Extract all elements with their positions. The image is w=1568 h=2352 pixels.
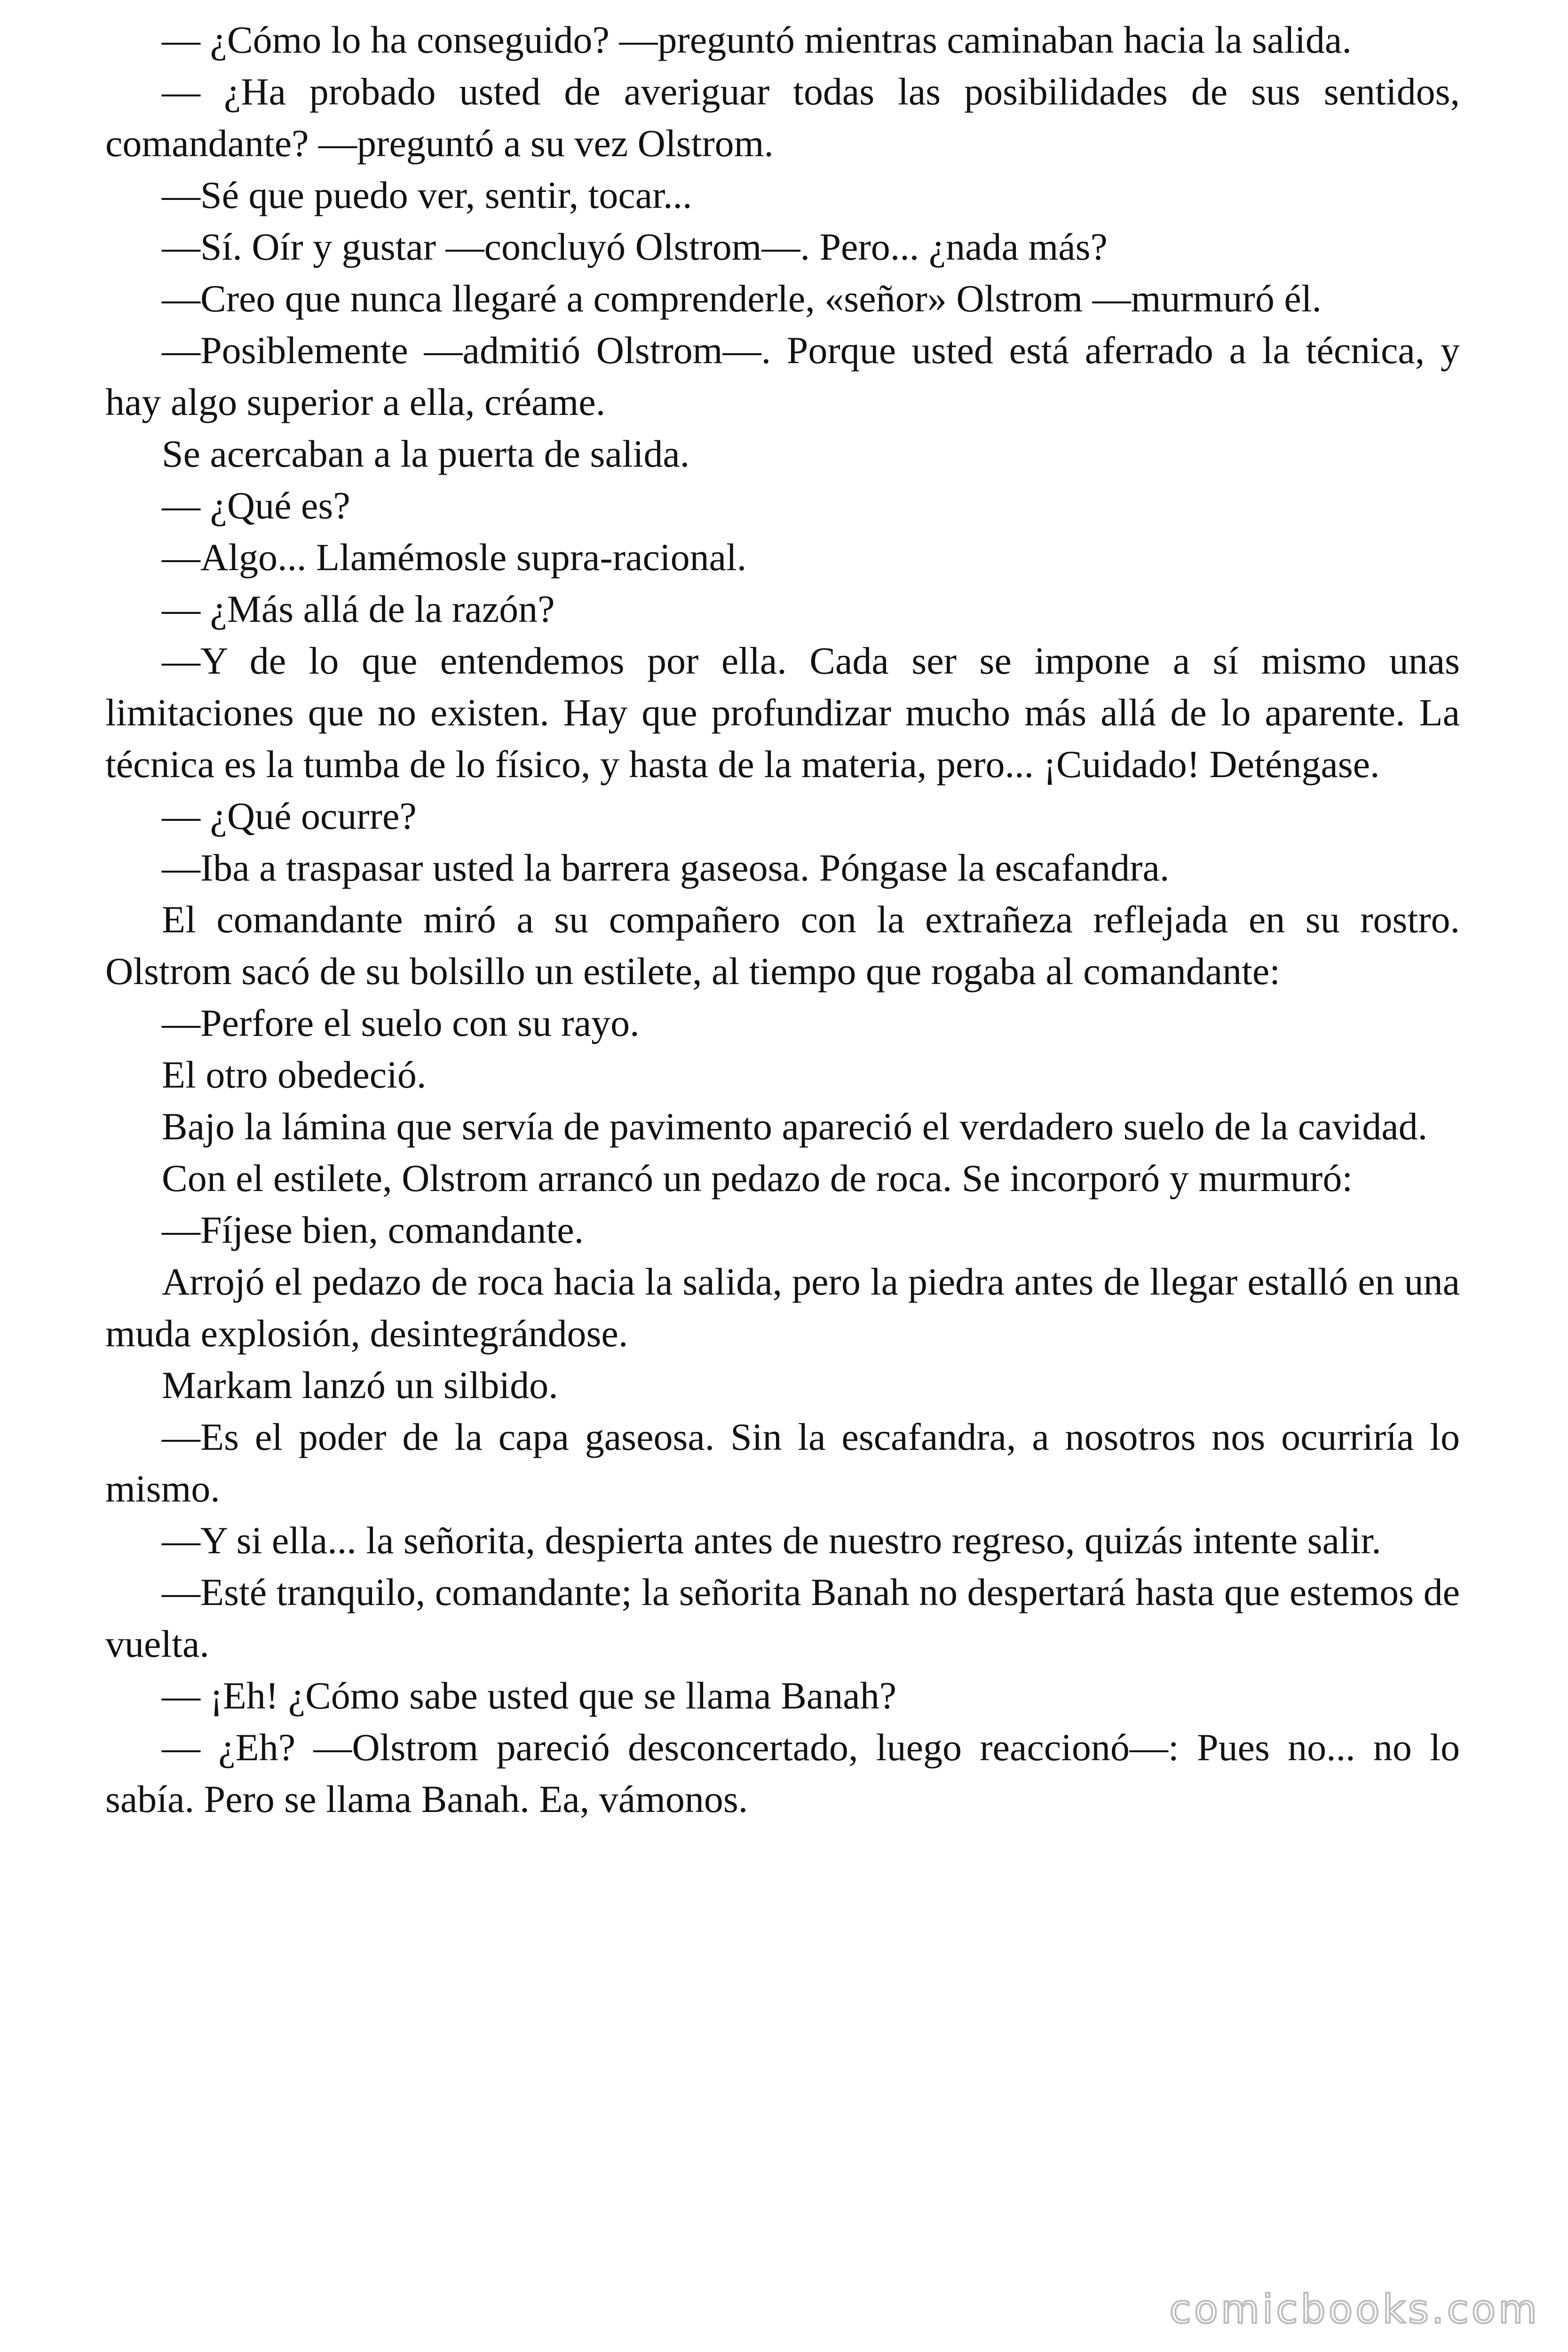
paragraph: El otro obedeció. bbox=[162, 1053, 427, 1096]
paragraph: El comandante miró a su compañero con la extrañeza reflejada en su rostro. Olstrom sacó de su bolsillo un estilete, al tiempo que rogaba al comandante: bbox=[105, 898, 1460, 993]
paragraph: —Iba a traspasar usted la barrera gaseosa. Póngase la escafandra. bbox=[162, 846, 1170, 889]
paragraph: —Y de lo que entendemos por ella. Cada ser se impone a sí mismo unas limitaciones que no existen. Hay que profundizar mucho más allá de lo aparente. La técnica es la tumba de lo físico, y hasta de la materia, pero... ¡Cuidado! Deténgase. bbox=[105, 639, 1460, 786]
paragraph: — ¿Qué ocurre? bbox=[162, 795, 417, 837]
paragraph: — ¿Más allá de la razón? bbox=[162, 588, 555, 630]
paragraph: —Es el poder de la capa gaseosa. Sin la escafandra, a nosotros nos ocurriría lo mismo. bbox=[105, 1415, 1460, 1510]
paragraph: — ¿Qué es? bbox=[162, 484, 350, 527]
paragraph: —Fíjese bien, comandante. bbox=[162, 1208, 584, 1251]
paragraph: Markam lanzó un silbido. bbox=[162, 1364, 558, 1406]
paragraph: —Posiblemente —admitió Olstrom—. Porque usted está aferrado a la técnica, y hay algo superior a ella, créame. bbox=[105, 329, 1460, 423]
paragraph: — ¿Cómo lo ha conseguido? —preguntó mientras caminaban hacia la salida. bbox=[162, 18, 1352, 61]
paragraph: Se acercaban a la puerta de salida. bbox=[162, 432, 690, 475]
paragraph: — ¡Eh! ¿Cómo sabe usted que se llama Banah? bbox=[162, 1674, 897, 1717]
paragraph: —Sé que puedo ver, sentir, tocar... bbox=[162, 174, 692, 216]
body-text bbox=[105, 14, 1460, 1825]
paragraph: Con el estilete, Olstrom arrancó un pedazo de roca. Se incorporó y murmuró: bbox=[162, 1157, 1353, 1200]
paragraph: Bajo la lámina que servía de pavimento apareció el verdadero suelo de la cavidad. bbox=[162, 1105, 1428, 1148]
paragraph: —Algo... Llamémosle supra-racional. bbox=[162, 536, 747, 579]
paragraph: —Y si ella... la señorita, despierta antes de nuestro regreso, quizás intente salir. bbox=[162, 1519, 1381, 1562]
paragraph: — ¿Eh? —Olstrom pareció desconcertado, luego reaccionó—: Pues no... no lo sabía. Pero se llama Banah. Ea, vámonos. bbox=[105, 1726, 1460, 1820]
paragraph: —Esté tranquilo, comandante; la señorita Banah no despertará hasta que estemos de vuelta. bbox=[105, 1571, 1460, 1665]
paragraph: —Sí. Oír y gustar —concluyó Olstrom—. Pero... ¿nada más? bbox=[162, 225, 1108, 268]
paragraph: — ¿Ha probado usted de averiguar todas las posibilidades de sus sentidos, comandante? —preguntó a su vez Olstrom. bbox=[105, 70, 1460, 165]
paragraph: Arrojó el pedazo de roca hacia la salida, pero la piedra antes de llegar estalló en una muda explosión, desintegrándose. bbox=[105, 1260, 1460, 1355]
paragraph: —Perfore el suelo con su rayo. bbox=[162, 1001, 640, 1044]
paragraph: —Creo que nunca llegaré a comprenderle, «señor» Olstrom —murmuró él. bbox=[162, 277, 1322, 320]
watermark: comicbooks.com bbox=[1169, 2286, 1540, 2332]
